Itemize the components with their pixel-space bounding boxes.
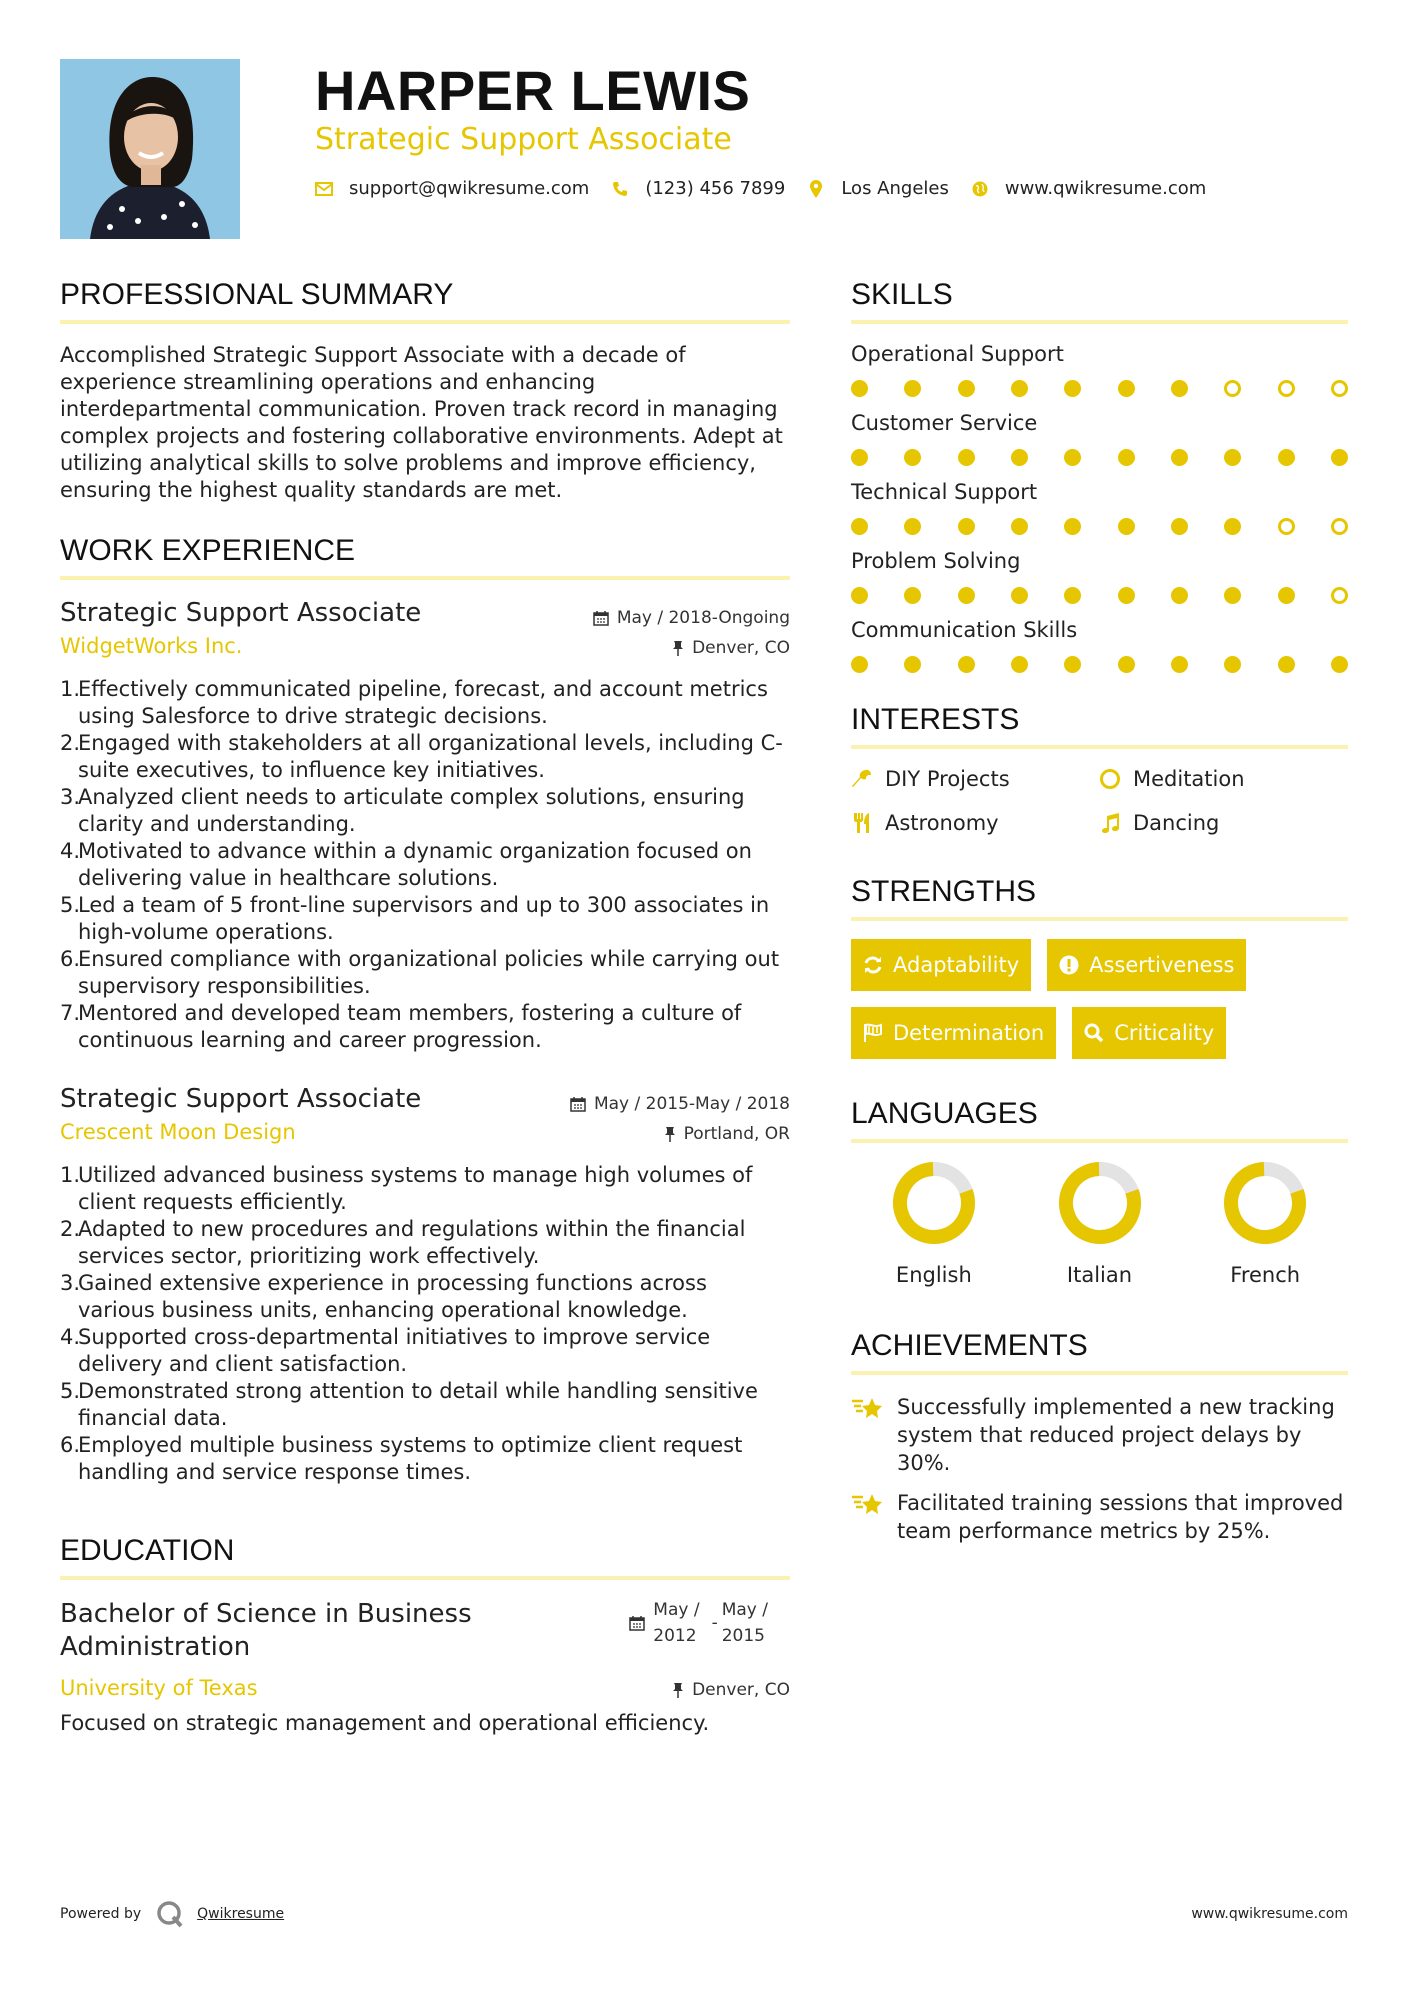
degree-title: Bachelor of Science in Business Administration [60, 1599, 472, 1662]
rating-dot-filled [904, 587, 921, 604]
skill-name: Operational Support [851, 342, 1064, 366]
achievements-list [851, 1393, 1348, 1545]
calendar-icon [570, 1096, 586, 1112]
globe-icon [971, 180, 989, 198]
rating-dot-filled [1331, 656, 1348, 673]
rating-dot-filled [958, 656, 975, 673]
rating-dot-filled [1118, 449, 1135, 466]
footer-website[interactable]: www.qwikresume.com [1191, 1906, 1348, 1922]
rating-dot-filled [1118, 656, 1135, 673]
strengths-list [851, 939, 1348, 1075]
list-item: 5. Led a team of 5 front-line supervisors and up to 300 associates in high-volume operations. [60, 893, 770, 944]
list-item: 6. Ensured compliance with organizational policies while carrying out supervisory responsibilities. [60, 947, 780, 998]
skill-name: Customer Service [851, 411, 1038, 435]
rating-dot-filled [1278, 449, 1295, 466]
rating-dot-filled [1011, 380, 1028, 397]
website-text: www.qwikresume.com [1004, 178, 1207, 199]
list-item: 4. Motivated to advance within a dynamic organization focused on delivering value in healthcare solutions. [60, 839, 752, 890]
circle-icon [1099, 768, 1121, 790]
school-location: Denver, CO [672, 1680, 790, 1700]
company-name: Crescent Moon Design [60, 1120, 296, 1144]
list-item: Successfully implemented a new tracking system that reduced project delays by 30%. [851, 1393, 1348, 1477]
job-date: May / 2015-May / 2018 [570, 1094, 790, 1114]
qwikresume-logo-icon [155, 1900, 185, 1928]
pushpin-icon [672, 640, 684, 656]
list-item: 3. Gained extensive experience in processing functions across various business units, enhancing operational knowledge. [60, 1271, 707, 1322]
refresh-icon [863, 955, 883, 975]
rating-dot-filled [1118, 380, 1135, 397]
skill-item [851, 480, 1348, 535]
education-entry [60, 1598, 790, 1737]
skill-rating [851, 449, 1348, 466]
rating-dot-filled [1064, 449, 1081, 466]
rating-dot-filled [958, 518, 975, 535]
list-item: 5. Demonstrated strong attention to detail while handling sensitive financial data. [60, 1379, 758, 1430]
flag-icon [863, 1023, 883, 1043]
utensils-icon [851, 812, 873, 834]
rating-dot-filled [851, 587, 868, 604]
skills-list [851, 342, 1348, 673]
skill-item [851, 342, 1348, 397]
experience-title: WORK EXPERIENCE [60, 534, 790, 580]
search-icon [1084, 1023, 1104, 1043]
list-item: Facilitated training sessions that improved team performance metrics by 25%. [851, 1489, 1348, 1545]
strength-tag: Assertiveness [1047, 939, 1246, 991]
rating-dot-filled [958, 587, 975, 604]
list-item: 3. Analyzed client needs to articulate complex solutions, ensuring clarity and understanding. [60, 785, 745, 836]
phone-icon [611, 180, 629, 198]
rating-dot-empty [1331, 587, 1348, 604]
rating-dot-filled [904, 518, 921, 535]
rating-dot-filled [1064, 380, 1081, 397]
rating-dot-filled [1224, 449, 1241, 466]
job-date: May / 2018-Ongoing [593, 608, 790, 628]
rating-dot-filled [904, 449, 921, 466]
candidate-role: Strategic Support Associate [315, 122, 732, 157]
left-column [60, 278, 790, 1737]
rating-dot-empty [1278, 380, 1295, 397]
rating-dot-filled [1278, 656, 1295, 673]
summary-title: PROFESSIONAL SUMMARY [60, 278, 790, 324]
rating-dot-filled [904, 656, 921, 673]
skills-title: SKILLS [851, 278, 1348, 324]
rating-dot-filled [1064, 587, 1081, 604]
job-location: Portland, OR [664, 1124, 790, 1144]
contact-website[interactable] [971, 178, 1206, 199]
right-column [851, 278, 1348, 1557]
languages-title: LANGUAGES [851, 1097, 1348, 1143]
summary-text: Accomplished Strategic Support Associate with a decade of experience streamlining operations and enhancing interdepartmental communication. Proven track record in managing complex projects and fostering collaborative environments. Adept at utilizing analytical skills to solve problems and improve efficiency, ensuring the highest quality standards are met. [60, 343, 783, 502]
rating-dot-filled [1011, 656, 1028, 673]
pushpin-icon [672, 1682, 684, 1698]
job-bullets [60, 676, 790, 1054]
rating-dot-filled [1171, 518, 1188, 535]
strength-tag: Criticality [1072, 1007, 1226, 1059]
footer-powered-by: Powered by Qwikresume [60, 1900, 284, 1928]
rating-dot-filled [1171, 449, 1188, 466]
list-item: 6. Employed multiple business systems to optimize client request handling and service response times. [60, 1433, 743, 1484]
education-title: EDUCATION [60, 1534, 790, 1580]
rating-dot-filled [851, 518, 868, 535]
rating-dot-empty [1331, 518, 1348, 535]
list-item: 2. Adapted to new procedures and regulations within the financial services sector, prioritizing work effectively. [60, 1217, 746, 1268]
skill-item [851, 549, 1348, 604]
strength-tag: Adaptability [851, 939, 1031, 991]
rating-dot-filled [904, 380, 921, 397]
language-item [1182, 1161, 1348, 1287]
rating-dot-filled [851, 380, 868, 397]
rating-dot-filled [1011, 449, 1028, 466]
skill-name: Communication Skills [851, 618, 1078, 642]
rating-dot-filled [1011, 587, 1028, 604]
candidate-name: HARPER LEWIS [315, 59, 751, 122]
rating-dot-filled [851, 449, 868, 466]
languages-list [851, 1161, 1348, 1287]
company-name: WidgetWorks Inc. [60, 634, 243, 658]
skill-name: Technical Support [851, 480, 1038, 504]
skill-rating [851, 587, 1348, 604]
strengths-title: STRENGTHS [851, 875, 1348, 921]
language-item [851, 1161, 1017, 1287]
exclamation-icon [1059, 955, 1079, 975]
rating-dot-filled [1224, 656, 1241, 673]
rating-dot-filled [851, 656, 868, 673]
skill-rating [851, 380, 1348, 397]
job-entry [60, 1084, 790, 1486]
list-item: 7. Mentored and developed team members, fostering a culture of continuous learning and career progression. [60, 1001, 742, 1052]
rating-dot-empty [1331, 380, 1348, 397]
language-donut [1058, 1161, 1142, 1245]
interests-list [851, 767, 1348, 835]
list-item: 2. Engaged with stakeholders at all organizational levels, including C-suite executives, to influence key initiatives. [60, 731, 783, 782]
email-text: support@qwikresume.com [349, 178, 590, 199]
rating-dot-filled [1171, 587, 1188, 604]
school-name: University of Texas [60, 1676, 258, 1700]
rating-dot-filled [1118, 587, 1135, 604]
language-item [1017, 1161, 1183, 1287]
language-name: Italian [1066, 1263, 1133, 1287]
contact-email[interactable] [315, 178, 589, 199]
education-date: May / 2012 - May / 2015 [629, 1598, 768, 1648]
list-item: 1. Effectively communicated pipeline, forecast, and account metrics using Salesforce to drive strategic decisions. [60, 677, 768, 728]
language-name: French [1230, 1263, 1301, 1287]
contact-phone[interactable] [611, 178, 785, 199]
rating-dot-filled [1064, 656, 1081, 673]
rating-dot-filled [1118, 518, 1135, 535]
wrench-icon [851, 768, 873, 790]
language-donut [1223, 1161, 1307, 1245]
rating-dot-filled [1331, 449, 1348, 466]
language-name: English [895, 1263, 972, 1287]
phone-text: (123) 456 7899 [645, 178, 786, 199]
skill-rating [851, 656, 1348, 673]
list-item: 1. Utilized advanced business systems to manage high volumes of client requests efficiently. [60, 1163, 753, 1214]
skill-item [851, 618, 1348, 673]
rating-dot-filled [958, 449, 975, 466]
skill-rating [851, 518, 1348, 535]
job-bullets [60, 1162, 790, 1486]
list-item: Meditation [1099, 767, 1347, 791]
rating-dot-filled [958, 380, 975, 397]
music-icon [1099, 812, 1121, 834]
contact-bar [315, 178, 1228, 199]
interests-title: INTERESTS [851, 703, 1348, 749]
strength-tag: Determination [851, 1007, 1056, 1059]
achievements-title: ACHIEVEMENTS [851, 1329, 1348, 1375]
rating-dot-empty [1224, 380, 1241, 397]
list-item: Astronomy [851, 811, 1099, 835]
calendar-icon [593, 610, 609, 626]
rating-dot-filled [1171, 380, 1188, 397]
list-item: Dancing [1099, 811, 1347, 835]
list-item: 4. Supported cross-departmental initiatives to improve service delivery and client satisfaction. [60, 1325, 711, 1376]
rating-dot-empty [1278, 518, 1295, 535]
profile-photo [60, 59, 240, 239]
shooting-star-icon [851, 1393, 885, 1477]
shooting-star-icon [851, 1489, 885, 1545]
qwikresume-link[interactable]: Qwikresume [197, 1906, 285, 1922]
skill-item [851, 411, 1348, 466]
job-title: Strategic Support Associate [60, 598, 422, 628]
contact-location [807, 178, 949, 199]
rating-dot-filled [1278, 587, 1295, 604]
location-text: Los Angeles [841, 178, 949, 199]
job-location: Denver, CO [672, 638, 790, 658]
rating-dot-filled [1064, 518, 1081, 535]
rating-dot-filled [1011, 518, 1028, 535]
map-pin-icon [807, 180, 825, 198]
skill-name: Problem Solving [851, 549, 1021, 573]
education-description: Focused on strategic management and operational efficiency. [60, 1711, 710, 1735]
pushpin-icon [664, 1126, 676, 1142]
rating-dot-filled [1171, 656, 1188, 673]
rating-dot-filled [1224, 587, 1241, 604]
envelope-icon [315, 180, 333, 198]
job-entry [60, 598, 790, 1054]
list-item: DIY Projects [851, 767, 1099, 791]
rating-dot-filled [1224, 518, 1241, 535]
language-donut [892, 1161, 976, 1245]
calendar-icon [629, 1615, 645, 1631]
job-title: Strategic Support Associate [60, 1084, 422, 1114]
